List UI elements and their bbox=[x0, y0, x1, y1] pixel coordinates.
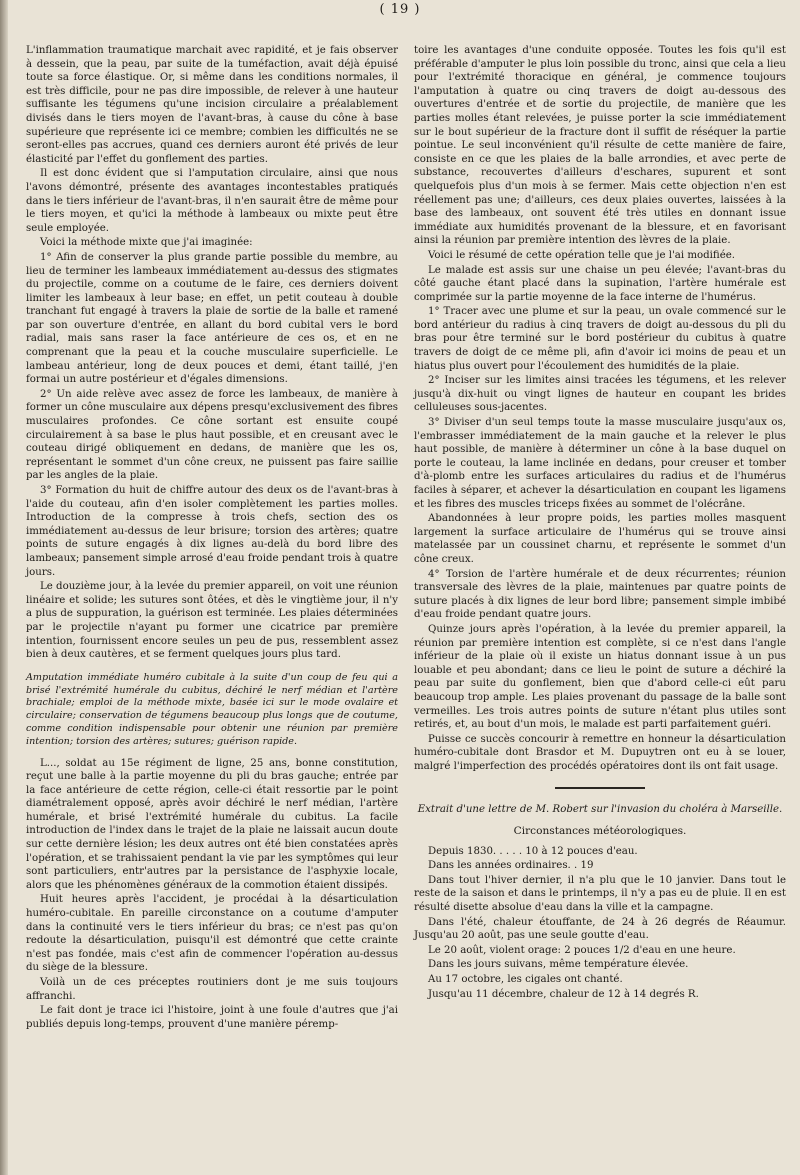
weather-line: Le 20 août, violent orage: 2 pouces 1/2 d'eau en une heure. bbox=[428, 944, 736, 956]
paragraph: Quinze jours après l'opération, à la levée du premier appareil, la réunion par première intention est complète, si ce n'est dans l'angle inférieur de la plaie où il existe un hiatus donnant issue à un pus louable et peu abondant; dans ce lieu le point de suture a déchiré la peau par suite du gonflement, bien que d'abord celle-ci eût paru beaucoup trop ample. Les plaies provenant du passage de la balle sont vermeilles. Les trois autres points de suture n'étant plus utiles sont retirés, et, au bout d'un mois, le malade est parti parfaitement guéri. bbox=[414, 623, 786, 731]
weather-line: Dans les années ordinaires. . 19 bbox=[428, 860, 594, 872]
extract-title: Extrait d'une lettre de M. Robert sur l'invasion du choléra à Marseille. bbox=[417, 804, 783, 816]
paragraph: 4° Torsion de l'artère humérale et de deux récurrentes; réunion transversale des lèvres de la plaie, maintenues par quatre points de suture placés à dix lignes de leur bord libre; pansement simple imbibé d'eau froide pendant quatre jours. bbox=[414, 568, 786, 621]
paragraph: Voici le résumé de cette opération telle que je l'ai modifiée. bbox=[428, 249, 736, 261]
weather-line: Depuis 1830. . . . . 10 à 12 pouces d'eau. bbox=[428, 845, 638, 857]
section-divider bbox=[555, 787, 645, 789]
weather-line: Dans l'été, chaleur étouffante, de 24 à 26 degrés de Réaumur. Jusqu'au 20 août, pas une seule goutte d'eau. bbox=[414, 916, 786, 942]
paragraph: Il est donc évident que si l'amputation circulaire, ainsi que nous l'avons démontré, présente des avantages incontestables pratiqués dans le tiers inférieur de l'avant-bras, il n'en saurait être de même pour le tiers moyen, et qu'ici la méthode à lambeaux ou mixte peut être seule employée. bbox=[26, 168, 398, 234]
paragraph: Puisse ce succès concourir à remettre en honneur la désarticulation huméro-cubitale dont Brasdor et M. Dupuytren ont eu à se louer, malgré l'imperfection des procédés opératoires dont ils ont fait usage. bbox=[414, 733, 786, 772]
paragraph: Voici la méthode mixte que j'ai imaginée: bbox=[40, 237, 253, 249]
paragraph: Le malade est assis sur une chaise un peu élevée; l'avant-bras du côté gauche étant placé dans la supination, l'artère humérale est comprimée sur la partie moyenne de la face interne de l'humérus. bbox=[414, 264, 786, 303]
paragraph: 2° Un aide relève avec assez de force les lambeaux, de manière à former un cône musculaire aux dépens presqu'exclusivement des fibres musculaires profondes. Ce cône sortant est ensuite coupé circulairement à sa base le plus haut possible, et en creusant avec le couteau dirigé obliquement en dedans, de manière que les os, représentant le sommet d'un cône creux, ne puissent pas faire saillie par les angles de la plaie. bbox=[26, 388, 398, 482]
paragraph: Le fait dont je trace ici l'histoire, joint à une foule d'autres que j'ai publiés depuis long-temps, prouvent d'une manière péremp- bbox=[26, 1005, 398, 1030]
paragraph: L..., soldat au 15e régiment de ligne, 25 ans, bonne constitution, reçut une balle à la partie moyenne du pli du bras gauche; entrée par la face antérieure de cette région, celle-ci était ressortie par le point diamétralement opposé, après avoir déchiré le nerf médian, l'artère humérale, et brisé l'extrémité humérale du cubitus. La facile introduction de l'index dans le trajet de la plaie ne laissait aucun doute sur cette dernière lésion; les deux autres ont été bien constatées après l'opération, et se trahissaient pendant la vie par les symptômes qui leur sont particuliers, entr'autres par la persistance de l'asphyxie locale, alors que les phénomènes généraux de la commotion étaient dissipés. bbox=[26, 757, 398, 891]
page-number: ( 19 ) bbox=[379, 2, 421, 17]
paragraph: Le douzième jour, à la levée du premier appareil, on voit une réunion linéaire et solide; les sutures sont ôtées, et dès le vingtième jour, il n'y a plus de suppuration, la guérison est terminée. Les plaies déterminées par le projectile n'ayant pu former une cicatrice par première intention, fournissent encore seules un peu de pus, ressemblent assez bien à deux cautères, et se ferment quelques jours plus tard. bbox=[26, 581, 398, 661]
paragraph: 1° Tracer avec une plume et sur la peau, un ovale commencé sur le bord antérieur du radius à cinq travers de doigt au-dessous du pli du bras pour être terminé sur le bord postérieur du cubitus à quatre travers de doigt de ce même pli, afin d'avoir ici moins de peau et un hiatus plus ouvert pour l'écoulement des humidités de la plaie. bbox=[414, 306, 786, 372]
paragraph: 3° Formation du huit de chiffre autour des deux os de l'avant-bras à l'aide du couteau, afin d'en isoler complètement les parties molles. Introduction de la compresse à trois chefs, section des os immédiatement au-dessus de leur brisure; torsion des artères; quatre points de suture engagés à dix lignes au-delà du bord libre des lambeaux; pansement simple arrosé d'eau froide pendant trois à quatre jours. bbox=[26, 485, 398, 578]
paragraph: Huit heures après l'accident, je procédai à la désarticulation huméro-cubitale. En pareille circonstance on a coutume d'amputer dans la continuité vers le tiers inférieur du bras; ce n'est pas qu'on redoute la désarticulation, puisqu'il est démontré que cette crainte n'est pas fondée, mais c'est afin de commencer l'opération au-dessus du siège de la blessure. bbox=[26, 894, 398, 974]
weather-line: Dans tout l'hiver dernier, il n'a plu que le 10 janvier. Dans tout le reste de la saison et dans le printemps, il n'y a pas eu de pluie. Il en est résulté disette absolue d'eau dans la ville et la campagne. bbox=[414, 874, 786, 914]
paragraph: 3° Diviser d'un seul temps toute la masse musculaire jusqu'aux os, l'embrasser immédiatement de la main gauche et la relever le plus haut possible, de manière à déterminer un cône à la base duquel on porte le couteau, la lame inclinée en dedans, pour creuser et tomber d'à-plomb entre les surfaces articulaires du radius et de l'humérus faciles à séparer, et achever la désarticulation en coupant les ligamens et les fibres des muscles triceps fixées au sommet de l'olécrâne. bbox=[414, 417, 786, 510]
weather-line: Dans les jours suivans, même température élevée. bbox=[428, 959, 689, 971]
weather-line: Jusqu'au 11 décembre, chaleur de 12 à 14 degrés R. bbox=[428, 988, 699, 1000]
paragraph: toire les avantages d'une conduite opposée. Toutes les fois qu'il est préférable d'amputer le plus loin possible du tronc, ainsi que cela a lieu pour l'extrémité thoracique en général, je commence toujours l'amputation à quatre ou cinq travers de doigt au-dessous des ouvertures d'entrée et de sortie du projectile, de manière que les parties molles étant relevées, je puisse porter la scie immédiatement sur le bout supérieur de la fracture dont il suffit de réséquer la partie pointue. Le seul inconvénient qu'il résulte de cette manière de faire, consiste en ce que les plaies de la balle arrondies, et avec perte de substance, recouvertes d'ailleurs d'eschares, supurent et sont quelquefois plus d'un mois à se fermer. Mais cette objection n'en est réellement pas une; d'ailleurs, ces deux plaies ouvertes, laissées à la base des lambeaux, ont souvent été très utiles en donnant issue immédiate aux humidités provenant de la blessure, et en favorisant ainsi la réunion par première intention des lèvres de la plaie. bbox=[414, 45, 786, 247]
paragraph: L'inflammation traumatique marchait avec rapidité, et je fais observer à dessein, que la peau, par suite de la tuméfaction, avait déjà épuisé toute sa force élastique. Or, si même dans les conditions normales, il est très difficile, pour ne pas dire impossible, de relever à une hauteur suffisante les tégumens qu'une incision circulaire a préalablement divisés dans le tiers moyen de l'avant-bras, à cause du cône à base supérieure que représente ici ce membre; combien les difficultés ne se seront-elles pas accrues, quand ces derniers auront été privés de leur élasticité par l'effet du gonflement des parties. bbox=[26, 45, 398, 165]
paragraph: Abandonnées à leur propre poids, les parties molles masquent largement la surface articulaire de l'humérus qui se trouve ainsi matelassée par un coussinet charnu, et représente le sommet d'un cône creux. bbox=[414, 513, 786, 565]
section-heading: Circonstances météorologiques. bbox=[513, 825, 687, 838]
left-column bbox=[26, 44, 398, 1032]
right-column bbox=[414, 44, 786, 1002]
weather-line: Au 17 octobre, les cigales ont chanté. bbox=[428, 974, 623, 985]
page-gutter-shadow bbox=[0, 0, 8, 1175]
paragraph: 1° Afin de conserver la plus grande partie possible du membre, au lieu de terminer les lambeaux immédiatement au-dessus des stigmates du projectile, comme on a coutume de le faire, ces derniers doivent limiter les lambeaux à leur base; en effet, un petit couteau à double tranchant fut engagé à travers la plaie de sortie de la balle et ramené par son ouverture d'entrée, en allant du bord cubital vers le bord radial, mais sans raser la face antérieure de ces os, et en ne comprenant que la peau et la couche musculaire superficielle. Le lambeau antérieur, long de deux pouces et demi, étant taillé, j'en formai un autre postérieur et d'égales dimensions. bbox=[26, 251, 398, 386]
paragraph: 2° Inciser sur les limites ainsi tracées les tégumens, et les relever jusqu'à dix-huit ou vingt lignes de hauteur en coupant les brides celluleuses sous-jacentes. bbox=[414, 375, 786, 414]
paragraph: Voilà un de ces préceptes routiniers dont je me suis toujours affranchi. bbox=[26, 977, 398, 1002]
case-caption: Amputation immédiate huméro cubitale à la suite d'un coup de feu qui a brisé l'extrémité humérale du cubitus, déchiré le nerf médian et l'artère brachiale; emploi de la méthode mixte, basée ici sur le mode ovalaire et circulaire; conservation de tégumens beaucoup plus longs que de coutume, comme condition indispensable pour obtenir une réunion par première intention; torsion des artères; sutures; guérison rapide. bbox=[26, 671, 398, 747]
